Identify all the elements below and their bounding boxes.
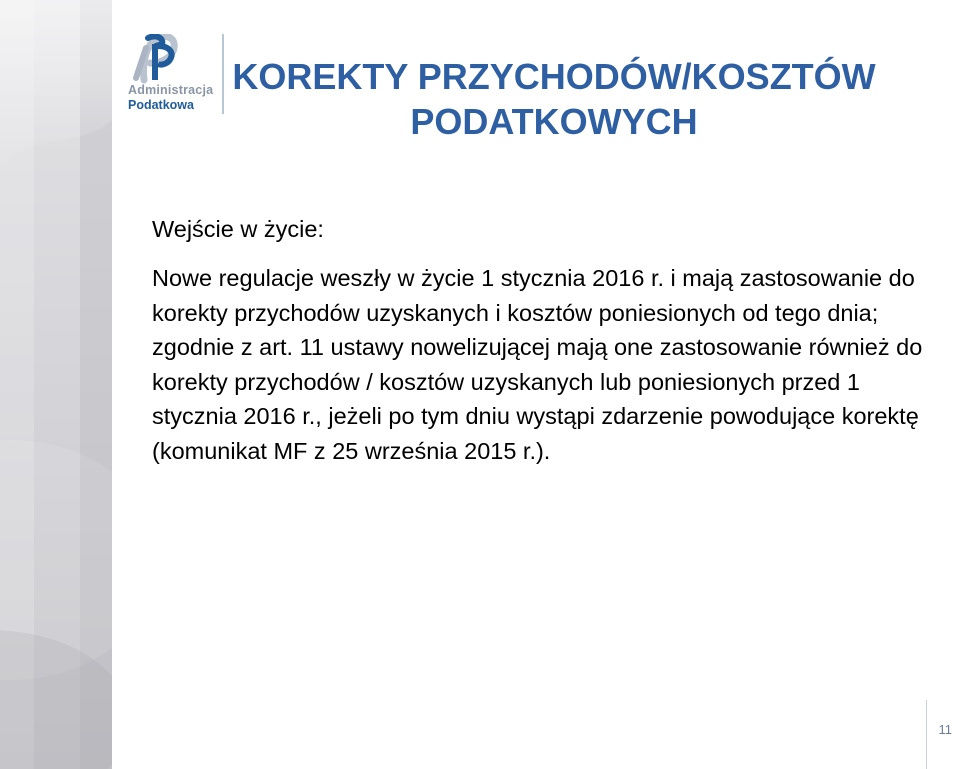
sidebar-decoration (0, 0, 112, 769)
page-number: 11 (938, 722, 952, 737)
body-paragraph: Nowe regulacje weszły w życie 1 stycznia 2016 r. i mają zastosowanie do korekty przychodów uzyskanych i kosztów poniesionych od tego dnia; zgodnie z art. 11 ustawy nowelizującej mają one zastosowanie również do korekty przychodów / kosztów uzyskanych lub poniesionych przed 1 stycznia 2016 r., jeżeli po tym dniu wystąpi zdarzenie powodujące korektę (komunikat MF z 25 września 2015 r.). (152, 265, 923, 464)
corner-divider (926, 700, 927, 769)
decorative-sidebar (0, 0, 112, 769)
slide-title: KOREKTY PRZYCHODÓW/KOSZTÓW PODATKOWYCH (232, 56, 876, 142)
slide-content (152, 212, 932, 468)
logo-text-administracja: Administracja (128, 83, 214, 97)
logo-text-podatkowa: Podatkowa (128, 98, 194, 112)
section-subheading: Wejście w życie: (152, 216, 324, 242)
